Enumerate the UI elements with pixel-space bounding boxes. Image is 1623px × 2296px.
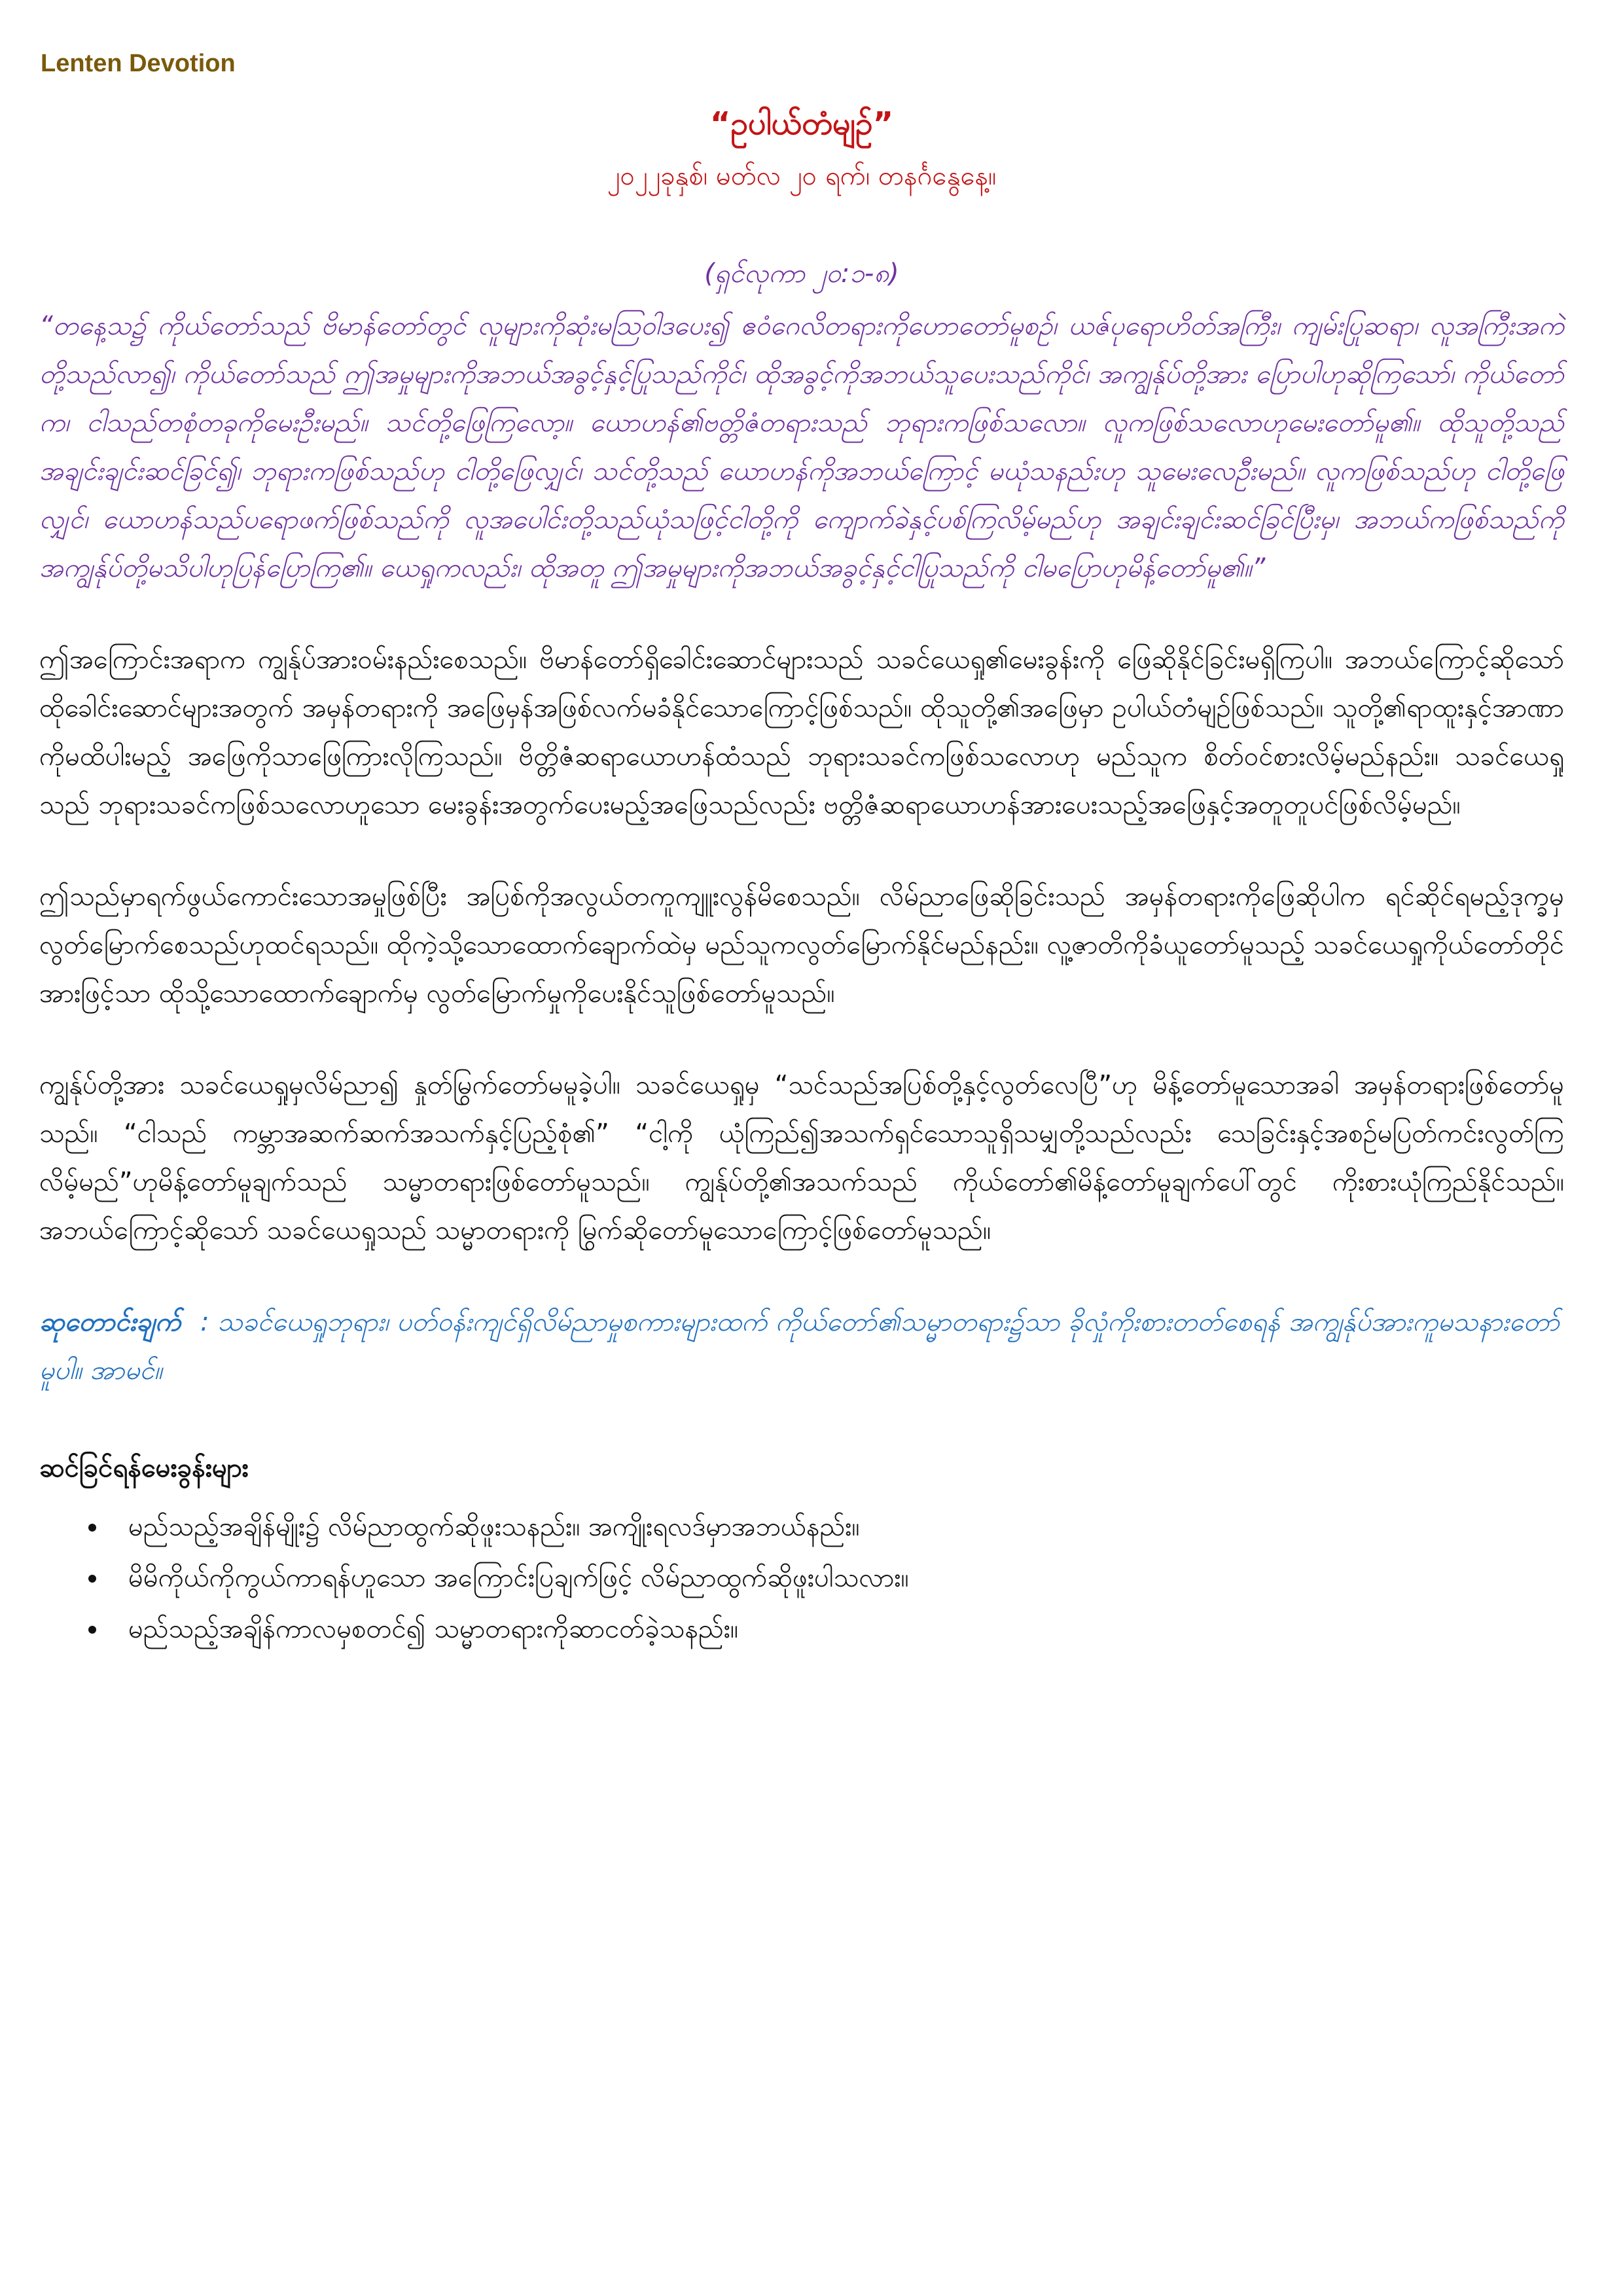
prayer-block	[39, 1298, 1564, 1395]
scripture-text: “တနေ့သ၌ ကိုယ်တော်သည် ဗိမာန်တော်တွင် လူများကိုဆုံးမသြဝါဒပေး၍ ဧဝံဂေလိတရားကိုဟောတော်မူစဉ်၊ ယဇ်ပုရောဟိတ်အကြီး၊ ကျမ်းပြုဆရာ၊ လူအကြီးအကဲတို့သည်လာ၍၊ ကိုယ်တော်သည် ဤအမှုများကိုအဘယ်အခွင့်နှင့်ပြုသည်ကိုင်၊ ထိုအခွင့်ကိုအဘယ်သူပေးသည်ကိုင်၊ အကျွန်ုပ်တို့အား ပြောပါဟုဆိုကြသော်၊ ကိုယ်တော်က၊ ငါသည်တစုံတခုကိုမေးဦးမည်။ သင်တို့ဖြေကြလော့။ ယောဟန်၏ဗတ္တိဇံတရားသည် ဘုရားကဖြစ်သလော။ လူကဖြစ်သလောဟုမေးတော်မူ၏။ ထိုသူတို့သည် အချင်းချင်းဆင်ခြင်၍၊ ဘုရားကဖြစ်သည်ဟု ငါတို့ဖြေလျှင်၊ သင်တို့သည် ယောဟန်ကိုအဘယ်ကြောင့် မယုံသနည်းဟု သူမေးလေဦးမည်။ လူကဖြစ်သည်ဟု ငါတို့ဖြေလျှင်၊ ယောဟန်သည်ပရောဖက်ဖြစ်သည်ကို လူအပေါင်းတို့သည်ယုံသဖြင့်ငါတို့ကို ကျောက်ခဲနှင့်ပစ်ကြလိမ့်မည်ဟု အချင်းချင်းဆင်ခြင်ပြီးမှ၊ အဘယ်ကဖြစ်သည်ကို အကျွန်ုပ်တို့မသိပါဟုပြန်ပြောကြ၏။ ယေရှုကလည်း၊ ထိုအတူ ဤအမှုများကိုအဘယ်အခွင့်နှင့်ငါပြုသည်ကို ငါမပြောဟုမိန့်တော်မူ၏။”	[39, 311, 1564, 583]
body-paragraph-2: ဤသည်မှာရက်ဖွယ်ကောင်းသောအမှုဖြစ်ပြီး အပြစ်ကိုအလွယ်တကူကျူးလွန်မိစေသည်။ လိမ်ညာဖြေဆိုခြင်းသည် အမှန်တရားကိုဖြေဆိုပါက ရင်ဆိုင်ရမည့်ဒုက္ခမှ လွတ်မြောက်စေသည်ဟုထင်ရသည်။ ထိုကဲ့သို့သောထောက်ချောက်ထဲမှ မည်သူကလွတ်မြောက်နိုင်မည်နည်း။ လူ့ဇာတိကိုခံယူတော်မူသည့် သခင်ယေရှုကိုယ်တော်တိုင်အားဖြင့်သာ ထိုသို့သောထောက်ချောက်မှ လွတ်မြောက်မှုကိုပေးနိုင်သူဖြစ်တော်မူသည်။	[39, 882, 1564, 1009]
reflection-questions-list	[39, 1501, 1564, 1655]
list-item: • မည်သည့်အချိန်မျိုး၌ လိမ်ညာထွက်ဆိုဖူးသနည်း။ အကျိုးရလဒ်မှာအဘယ်နည်း။	[109, 1501, 1564, 1552]
devotion-page	[39, 39, 1564, 1655]
devotion-title: “ဥပါယ်တံမျဉ်”	[709, 105, 894, 142]
prayer-label: ဆုတောင်းချက်	[39, 1307, 181, 1337]
devotion-date: ၂၀၂၂ခုနှစ်၊ မတ်လ ၂၀ ရက်၊ တနင်္ဂနွေနေ့။	[607, 161, 997, 191]
list-item: • မည်သည့်အချိန်ကာလမှစတင်၍ သမ္မာတရားကိုဆာငတ်ခဲ့သနည်း။	[109, 1604, 1564, 1655]
prayer-text: : သခင်ယေရှုဘုရား၊ ပတ်ဝန်းကျင်ရှိလိမ်ညာမှုစကားများထက် ကိုယ်တော်၏သမ္မာတရား၌သာ ခိုလှုံကိုးစားတတ်စေရန် အကျွန်ုပ်အားကူမသနားတော်မူပါ။ အာမင်။	[39, 1307, 1560, 1386]
body-paragraph-3: ကျွန်ုပ်တို့အား သခင်ယေရှုမှလိမ်ညာ၍ နှုတ်မြွက်တော်မမူခဲ့ပါ။ သခင်ယေရှုမှ “သင်သည်အပြစ်တို့နှင့်လွတ်လေပြီ”ဟု မိန့်တော်မူသောအခါ အမှန်တရားဖြစ်တော်မူသည်။ “ငါသည် ကမ္ဘာအဆက်ဆက်အသက်နှင့်ပြည့်စုံ၏” “ငါ့ကို ယုံကြည်၍အသက်ရှင်သောသူရှိသမျှတို့သည်လည်း သေခြင်းနှင့်အစဉ်မပြတ်ကင်းလွတ်ကြလိမ့်မည်”ဟုမိန့်တော်မူချက်သည် သမ္မာတရားဖြစ်တော်မူသည်။ ကျွန်ုပ်တို့၏အသက်သည် ကိုယ်တော်၏မိန့်တော်မူချက်ပေါ်တွင် ကိုးစားယုံကြည်နိုင်သည်။ အဘယ်ကြောင့်ဆိုသော် သခင်ယေရှုသည် သမ္မာတရားကို မြွက်ဆိုတော်မူသောကြောင့်ဖြစ်တော်မူသည်။	[39, 1070, 1564, 1246]
body-paragraph-1: ဤအကြောင်းအရာက ကျွန်ုပ်အားဝမ်းနည်းစေသည်။ ဗိမာန်တော်ရှိခေါင်းဆောင်များသည် သခင်ယေရှု၏မေးခွန်းကို ဖြေဆိုနိုင်ခြင်းမရှိကြပါ။ အဘယ်ကြောင့်ဆိုသော် ထိုခေါင်းဆောင်များအတွက် အမှန်တရားကို အဖြေမှန်အဖြစ်လက်မခံနိုင်သောကြောင့်ဖြစ်သည်။ ထိုသူတို့၏အဖြေမှာ ဥပါယ်တံမျဉ်ဖြစ်သည်။ သူတို့၏ရာထူးနှင့်အာဏာကိုမထိပါးမည့် အဖြေကိုသာဖြေကြားလိုကြသည်။ ဗိတ္တိဇံဆရာယောဟန်ထံသည် ဘုရားသခင်ကဖြစ်သလောဟု မည်သူက စိတ်ဝင်စားလိမ့်မည်နည်း။ သခင်ယေရှုသည် ဘုရားသခင်ကဖြစ်သလောဟူသော မေးခွန်းအတွက်ပေးမည့်အဖြေသည်လည်း ဗတ္တိဇံဆရာယောဟန်အားပေးသည့်အဖြေနှင့်အတူတူပင်ဖြစ်လိမ့်မည်။	[39, 645, 1564, 820]
scripture-reference: (ရှင်လုကာ ၂၀:၁-၈)	[704, 259, 899, 289]
document-header: Lenten Devotion	[41, 50, 236, 77]
reflection-questions-heading: ဆင်ခြင်ရန်မေးခွန်းများ	[39, 1453, 249, 1483]
list-item: • မိမိကိုယ်ကိုကွယ်ကာရန်ဟူသော အကြောင်းပြချက်ဖြင့် လိမ်ညာထွက်ဆိုဖူးပါသလား။	[109, 1552, 1564, 1604]
